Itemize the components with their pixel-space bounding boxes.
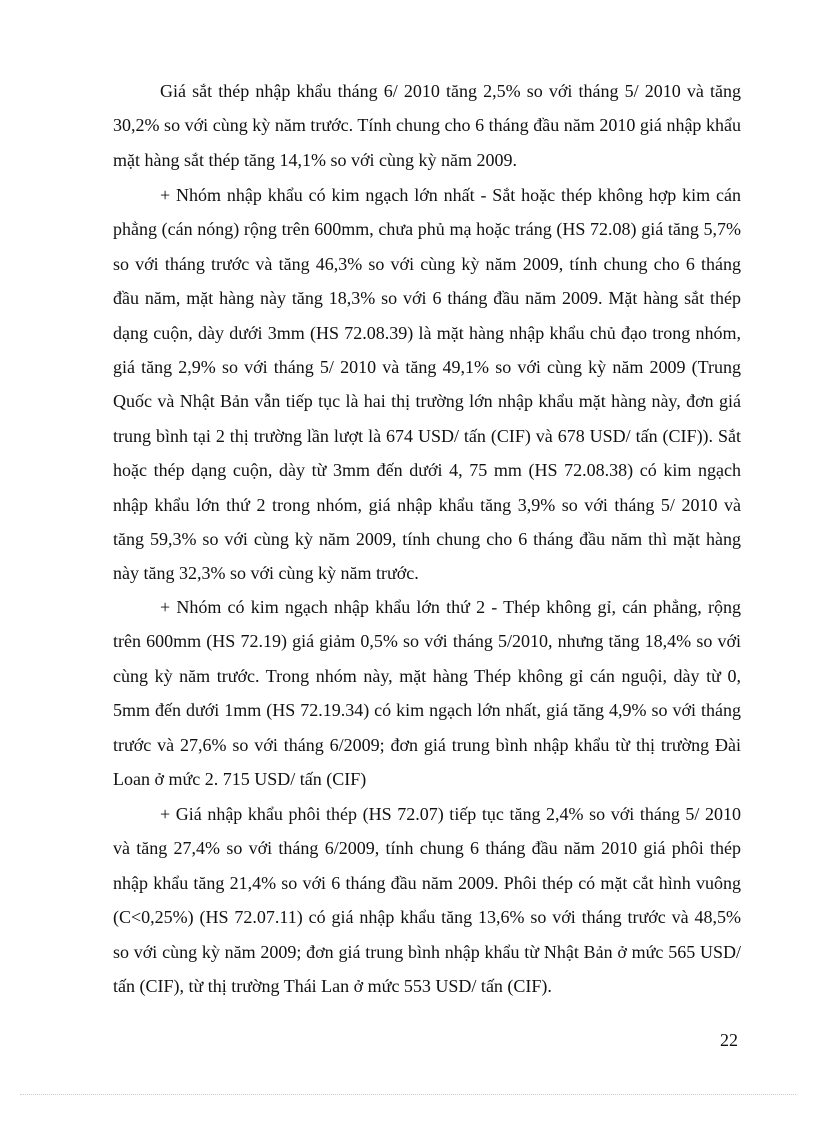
paragraph-largest-import-group: + Nhóm nhập khẩu có kim ngạch lớn nhất - Sắt hoặc thép không hợp kim cán phẳng (cán nóng) rộng trên 600mm, chưa phủ mạ hoặc tráng (HS 72.08) giá tăng 5,7% so với tháng trước và tăng 46,3% so với cùng kỳ năm 2009, tính chung cho 6 tháng đầu năm, mặt hàng này tăng 18,3% so với 6 tháng đầu năm 2009. Mặt hàng sắt thép dạng cuộn, dày dưới 3mm (HS 72.08.39) là mặt hàng nhập khẩu chủ đạo trong nhóm, giá tăng 2,9% so với tháng 5/ 2010 và tăng 49,1% so với cùng kỳ năm 2009 (Trung Quốc và Nhật Bản vẫn tiếp tục là hai thị trường lớn nhập khẩu mặt hàng này, đơn giá trung bình tại 2 thị trường lần lượt là 674 USD/ tấn (CIF) và 678 USD/ tấn (CIF)). Sắt hoặc thép dạng cuộn, dày từ 3mm đến dưới 4, 75 mm (HS 72.08.38) có kim ngạch nhập khẩu lớn thứ 2 trong nhóm, giá nhập khẩu tăng 3,9% so với tháng 5/ 2010 và tăng 59,3% so với cùng kỳ năm 2009, tính chung cho 6 tháng đầu năm thì mặt hàng này tăng 32,3% so với cùng kỳ năm trước. <box>113 185 741 584</box>
paragraph-steel-price-summary: Giá sắt thép nhập khẩu tháng 6/ 2010 tăng 2,5% so với tháng 5/ 2010 và tăng 30,2% so với cùng kỳ năm trước. Tính chung cho 6 tháng đầu năm 2010 giá nhập khẩu mặt hàng sắt thép tăng 14,1% so với cùng kỳ năm 2009. <box>113 81 741 170</box>
paragraph-billet-import-price: + Giá nhập khẩu phôi thép (HS 72.07) tiếp tục tăng 2,4% so với tháng 5/ 2010 và tăng 27,4% so với tháng 6/2009, tính chung 6 tháng đầu năm 2010 giá phôi thép nhập khẩu tăng 21,4% so với 6 tháng đầu năm 2009. Phôi thép có mặt cắt hình vuông (C<0,25%) (HS 72.07.11) có giá nhập khẩu tăng 13,6% so với tháng trước và 48,5% so với cùng kỳ năm 2009; đơn giá trung bình nhập khẩu từ Nhật Bản ở mức 565 USD/ tấn (CIF), từ thị trường Thái Lan ở mức 553 USD/ tấn (CIF). <box>113 804 741 997</box>
page-number: 22 <box>720 1030 738 1050</box>
paragraph-second-import-group: + Nhóm có kim ngạch nhập khẩu lớn thứ 2 - Thép không gỉ, cán phẳng, rộng trên 600mm (HS 72.19) giá giảm 0,5% so với tháng 5/2010, nhưng tăng 18,4% so với cùng kỳ năm trước. Trong nhóm này, mặt hàng Thép không gỉ cán nguội, dày từ 0, 5mm đến dưới 1mm (HS 72.19.34) có kim ngạch lớn nhất, giá tăng 4,9% so với tháng trước và 27,6% so với tháng 6/2009; đơn giá trung bình nhập khẩu từ thị trường Đài Loan ở mức 2. 715 USD/ tấn (CIF) <box>113 597 741 790</box>
footer-divider <box>20 1094 796 1095</box>
